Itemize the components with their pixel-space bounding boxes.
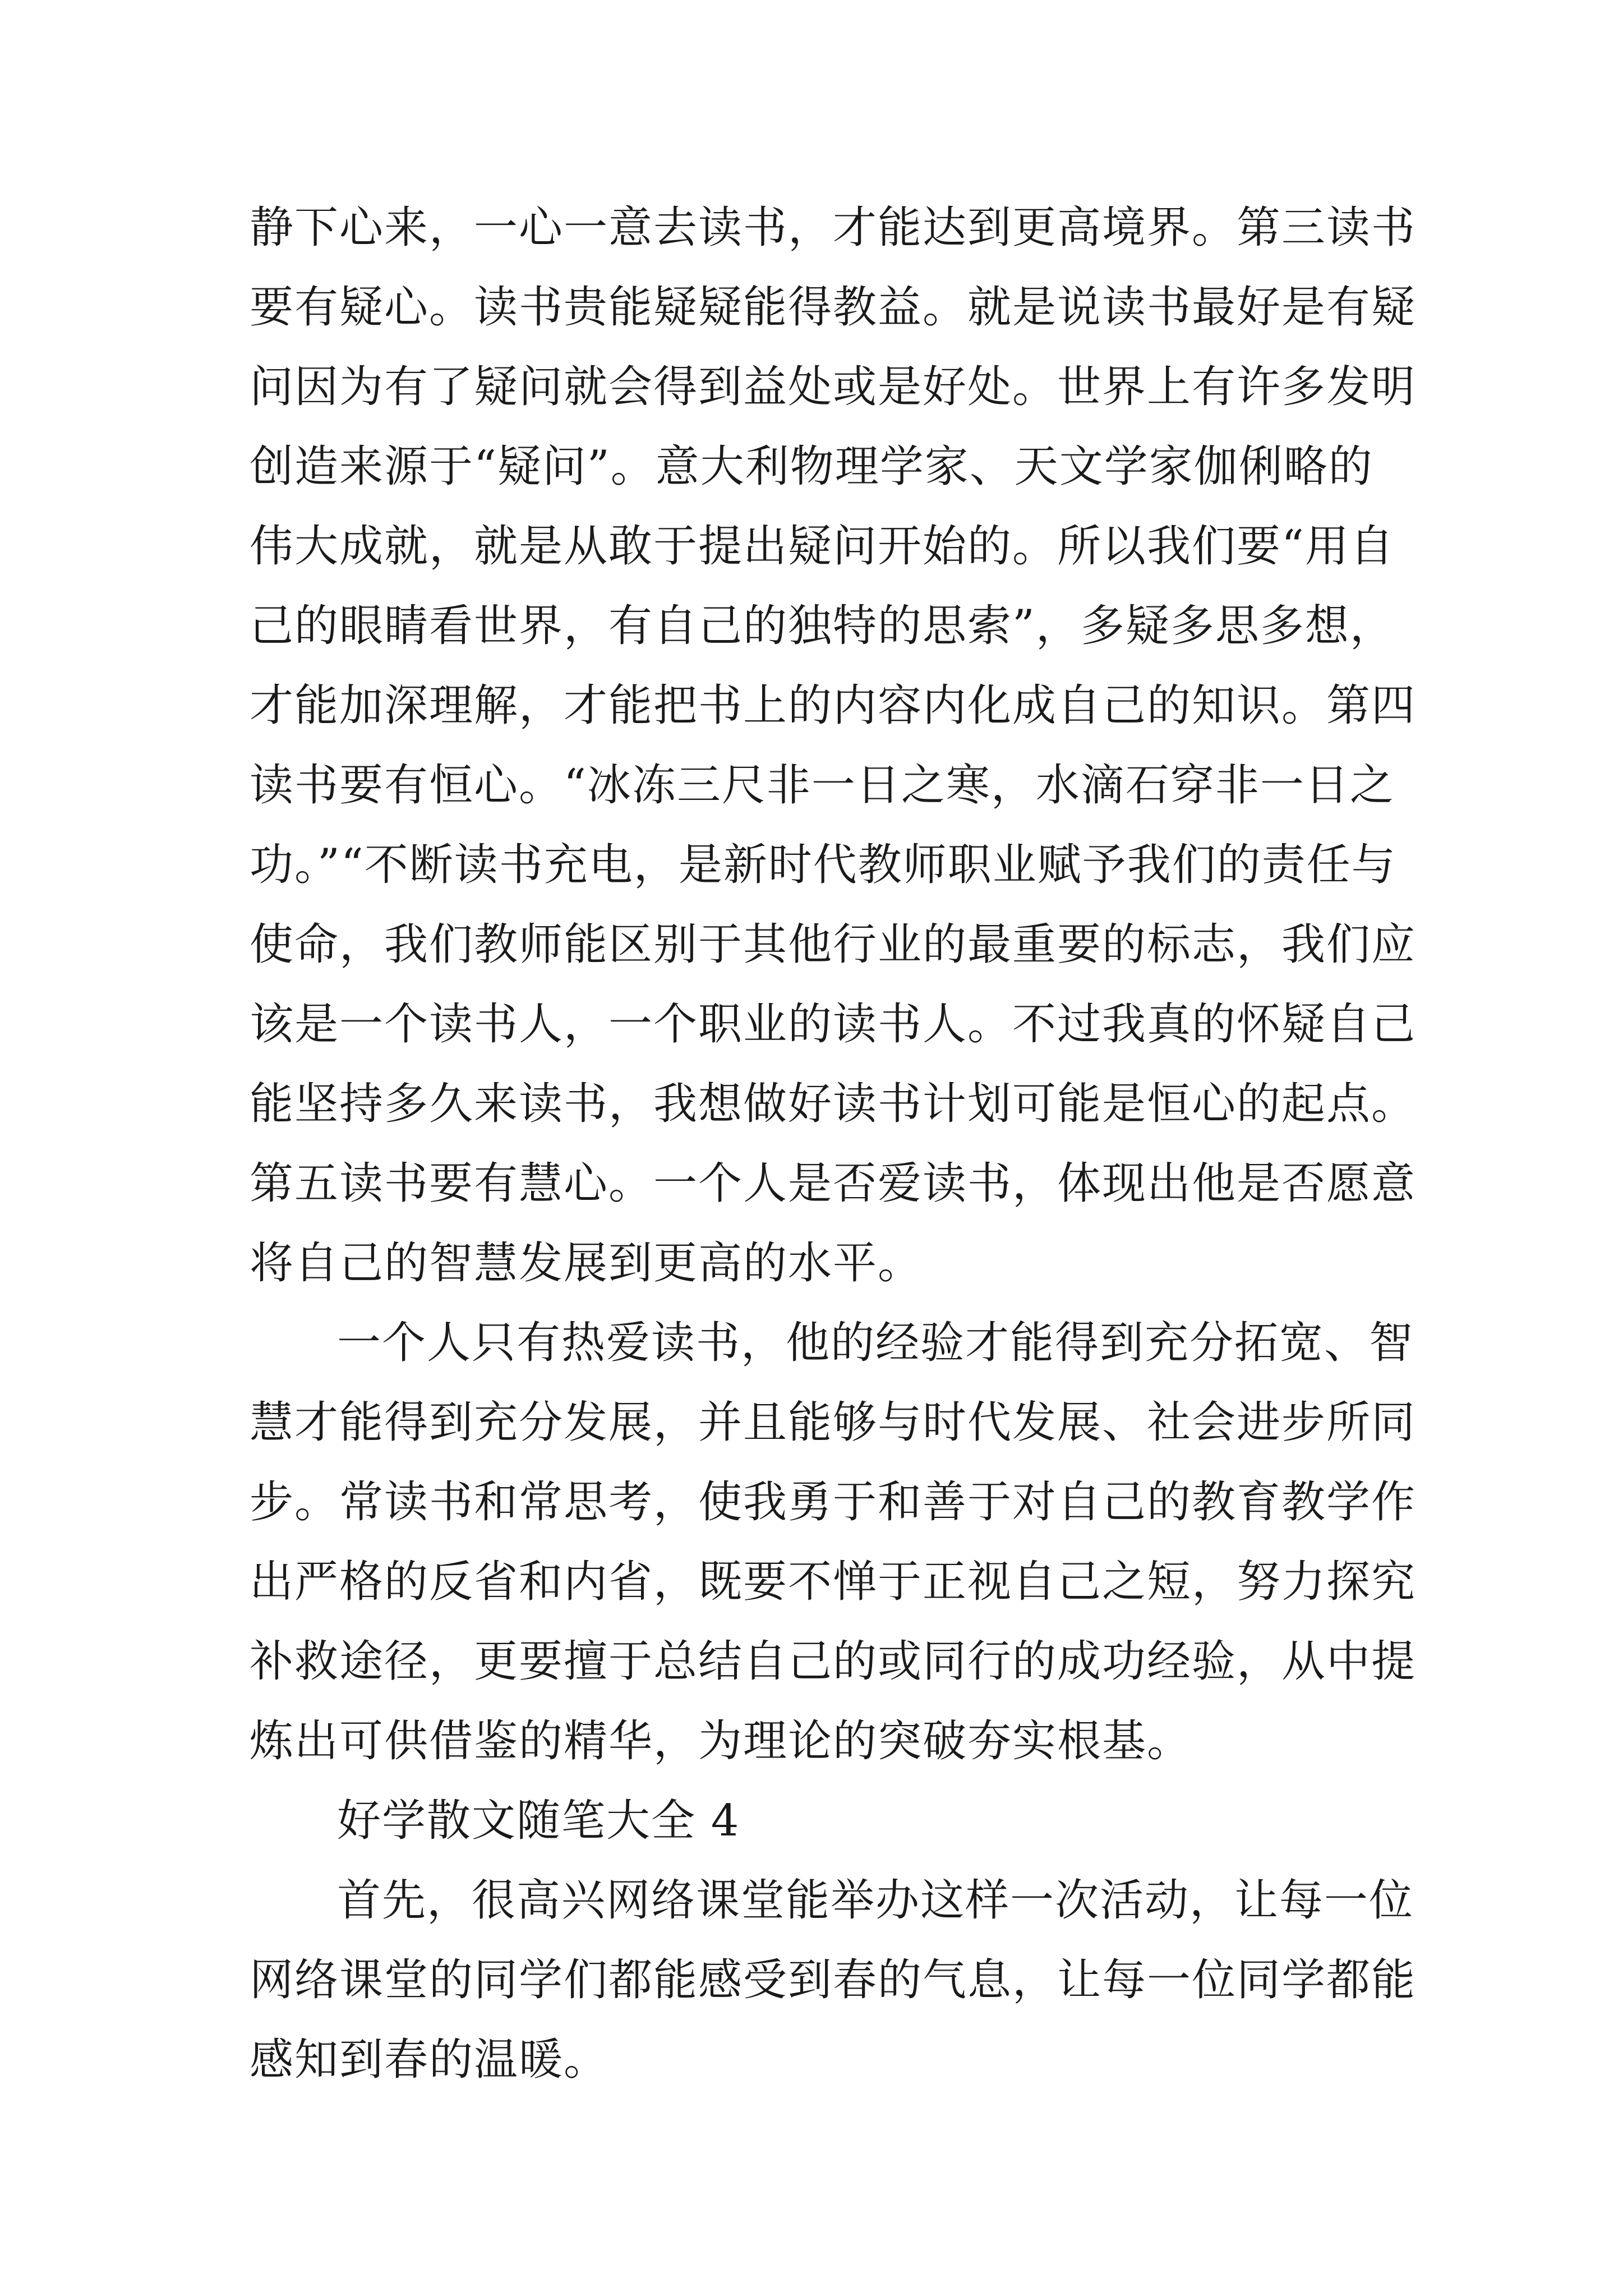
text-line: 出严格的反省和内省，既要不惮于正视自己之短，努力探究: [250, 1557, 1417, 1607]
text-line: 问因为有了疑问就会得到益处或是好处。世界上有许多发明: [250, 362, 1417, 412]
text-line: 己的眼睛看世界，有自己的独特的思索”，多疑多思多想，: [250, 601, 1395, 651]
text-line: 读书要有恒心。“冰冻三尺非一日之寒，水滴石穿非一日之: [250, 760, 1395, 811]
text-line: 该是一个读书人，一个职业的读书人。不过我真的怀疑自己: [250, 999, 1417, 1050]
text-line: 伟大成就，就是从敢于提出疑问开始的。所以我们要“用自: [250, 521, 1395, 572]
paragraph-start-line: 一个人只有热爱读书，他的经验才能得到充分拓宽、智: [337, 1318, 1414, 1368]
section-heading: 好学散文随笔大全 4: [337, 1796, 740, 1846]
text-line: 将自己的智慧发展到更高的水平。: [250, 1238, 923, 1289]
text-line: 静下心来，一心一意去读书，才能达到更高境界。第三读书: [250, 203, 1417, 253]
text-line: 要有疑心。读书贵能疑疑能得教益。就是说读书最好是有疑: [250, 282, 1417, 333]
body-text: [250, 188, 1417, 2100]
text-line: 网络课堂的同学们都能感受到春的气息，让每一位同学都能: [250, 1955, 1417, 2005]
text-line: 使命，我们教师能区别于其他行业的最重要的标志，我们应: [250, 919, 1417, 970]
text-line: 补救途径，更要擅于总结自己的或同行的成功经验，从中提: [250, 1636, 1417, 1687]
text-line: 步。常读书和常思考，使我勇于和善于对自己的教育教学作: [250, 1477, 1417, 1527]
text-line: 能坚持多久来读书，我想做好读书计划可能是恒心的起点。: [250, 1079, 1417, 1129]
text-line: 功。”“不断读书充电，是新时代教师职业赋予我们的责任与: [250, 840, 1396, 890]
text-line: 第五读书要有慧心。一个人是否爱读书，体现出他是否愿意: [250, 1158, 1417, 1209]
text-line: 才能加深理解，才能把书上的内容内化成自己的知识。第四: [250, 680, 1417, 731]
text-line: 炼出可供借鉴的精华，为理论的突破夯实根基。: [250, 1716, 1192, 1766]
text-line: 感知到春的温暖。: [250, 2035, 609, 2085]
text-line: 创造来源于“疑问”。意大利物理学家、天文学家伽俐略的: [250, 441, 1373, 492]
text-line: 慧才能得到充分发展，并且能够与时代发展、社会进步所同: [250, 1397, 1417, 1448]
paragraph-start-line: 首先，很高兴网络课堂能举办这样一次活动，让每一位: [337, 1875, 1414, 1926]
